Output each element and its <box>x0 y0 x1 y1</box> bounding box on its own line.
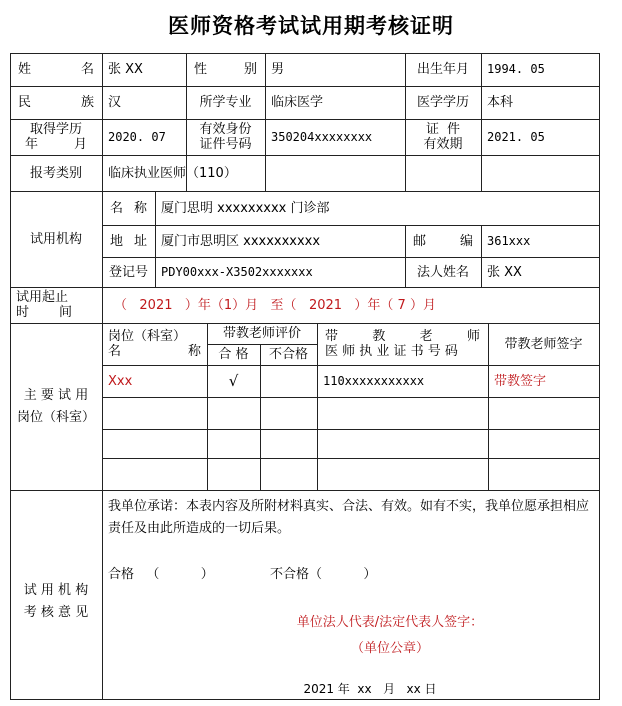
commitment-statement: 我单位承诺：本表内容及所附材料真实、合法、有效。如有不实，我单位愿承担相应责任及由此所造成的一切后果。 <box>108 499 590 536</box>
post-name-cell: Xxx <box>108 373 133 389</box>
gender-value: 男 <box>271 62 285 77</box>
org-label: 试用机构 <box>29 231 82 247</box>
org-reg-label: 登记号 <box>108 264 148 280</box>
table-line <box>599 53 600 700</box>
assessment-label: 试 用 机 构 考 核 意 见 <box>23 582 89 620</box>
ethnic-value: 汉 <box>108 95 122 110</box>
id-valid-value: 2021. 05 <box>487 129 545 144</box>
id-number-label: 有效身份 证件号码 <box>199 122 252 152</box>
table-line <box>102 397 600 398</box>
unit-seal: （单位公章） <box>350 640 429 656</box>
table-line <box>102 458 600 459</box>
pass-header: 合 格 <box>218 347 249 362</box>
degree-value: 本科 <box>487 95 514 110</box>
teacher-sign-cell: 带教签字 <box>494 373 547 389</box>
period-label: 试用起止 时 间 <box>16 290 72 320</box>
org-address-label: 地 址 <box>110 233 147 249</box>
document-title: 医师资格考试试用期考核证明 <box>168 13 454 38</box>
id-valid-label: 证 件 有效期 <box>423 122 463 152</box>
assessment-date: 2021 年 xx 月 xx 日 <box>303 681 437 696</box>
name-label: 姓 名 <box>18 62 94 77</box>
pass-option: 合格 （ ） <box>108 566 214 582</box>
fail-check-cell <box>260 365 317 397</box>
org-zip-value: 361xxx <box>487 233 531 248</box>
table-line <box>102 429 600 430</box>
org-name-label: 名 称 <box>110 200 147 216</box>
birth-label: 出生年月 <box>416 62 469 77</box>
birth-value: 1994. 05 <box>487 62 545 76</box>
name-value: 张 XX <box>108 62 143 77</box>
gender-label: 性 别 <box>194 62 257 77</box>
pass-check-cell: √ <box>228 371 239 390</box>
degree-label: 医学学历 <box>416 95 469 110</box>
id-number-value: 350204xxxxxxxx <box>271 129 373 144</box>
cert-number-cell: 110xxxxxxxxxxx <box>323 373 425 388</box>
major-label: 所学专业 <box>199 95 252 110</box>
edu-date-label: 取得学历 年 月 <box>25 122 87 152</box>
exam-category-value: 临床执业医师（110） <box>108 165 237 181</box>
teacher-sign-header: 带教老师签字 <box>504 336 583 352</box>
period-value: （ 2021 ）年（1）月 至（ 2021 ）年（ 7 ）月 <box>114 297 436 313</box>
certificate-table <box>10 53 600 700</box>
ethnic-label: 民 族 <box>18 95 94 110</box>
org-reg-value: PDY00xxx-X3502xxxxxxx <box>161 264 313 279</box>
fail-option: 不合格（ ） <box>270 566 377 582</box>
org-legal-value: 张 XX <box>487 264 522 280</box>
exam-category-label: 报考类别 <box>29 165 82 181</box>
fail-header: 不合格 <box>268 347 308 362</box>
edu-date-value: 2020. 07 <box>108 129 166 144</box>
org-legal-label: 法人姓名 <box>416 264 469 280</box>
posts-label: 主 要 试 用 岗位（科室） <box>16 387 95 425</box>
major-value: 临床医学 <box>271 95 324 110</box>
post-name-header: 岗位（科室） 名 称 <box>108 329 201 359</box>
legal-rep-signature: 单位法人代表/法定代表人签字： <box>296 614 484 630</box>
org-name-value: 厦门思明 xxxxxxxxx 门诊部 <box>161 200 330 216</box>
table-line <box>10 699 600 700</box>
teacher-eval-header: 带教老师评价 <box>222 326 301 341</box>
org-address-value: 厦门市思明区 xxxxxxxxxx <box>161 233 321 249</box>
org-zip-label: 邮 编 <box>413 233 473 249</box>
cert-number-header: 带 教 老 师 医 师 执 业 证 书 号 码 <box>325 329 480 359</box>
